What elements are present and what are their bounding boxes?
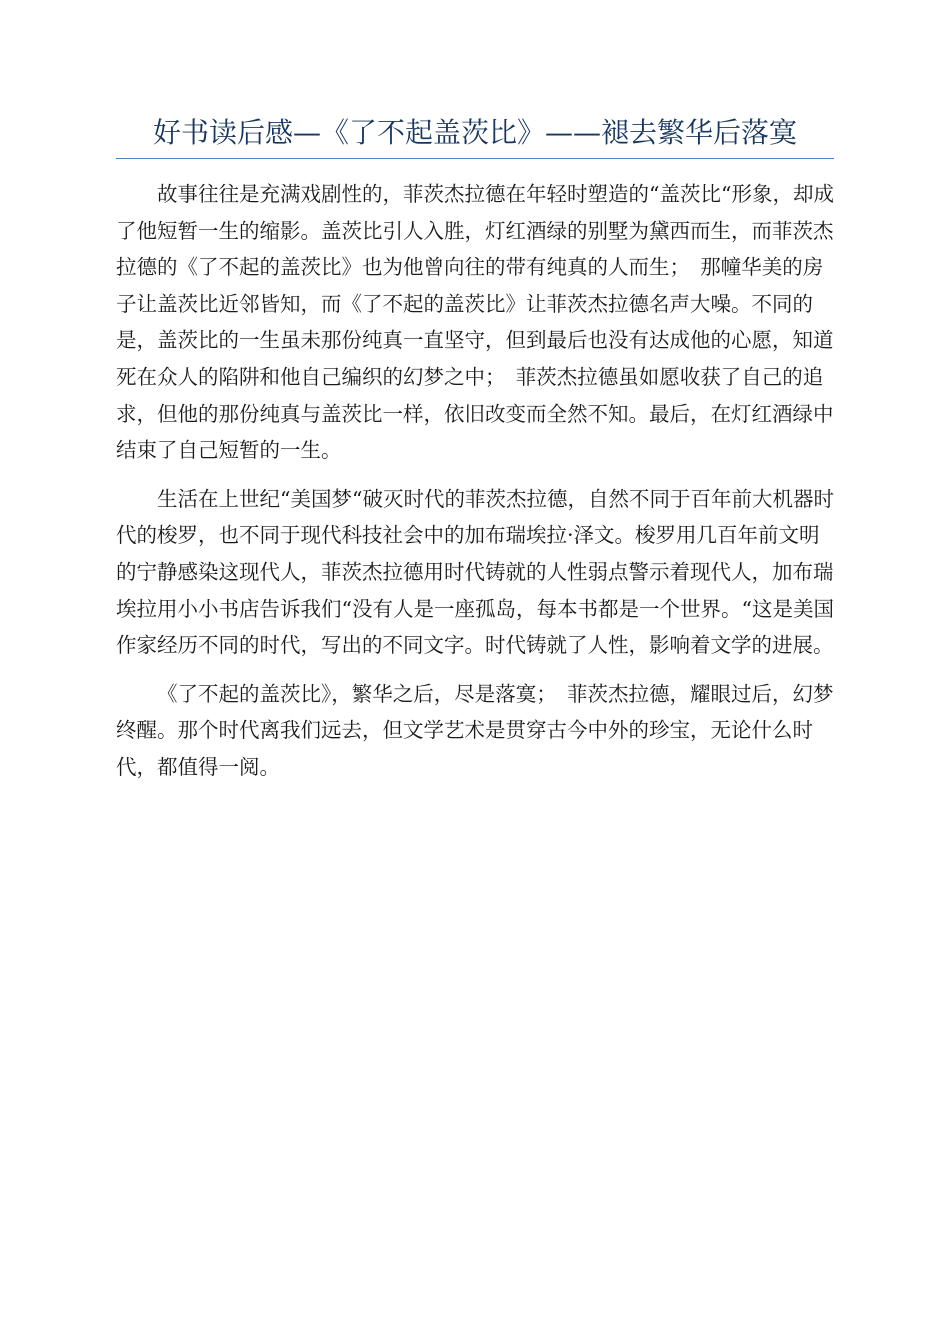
paragraph-2: 生活在上世纪“美国梦“破灭时代的菲茨杰拉德，自然不同于百年前大机器时代的梭罗，也不同于现代科技社会中的加布瑞埃拉·泽文。梭罗用几百年前文明的宁静感染这现代人，菲茨杰拉德用时代铸就的人性弱点警示着现代人，加布瑞埃拉用小小书店告诉我们“没有人是一座孤岛，每本书都是一个世界。“这是美国作家经历不同的时代，写出的不同文字。时代铸就了人性，影响着文学的进展。 bbox=[116, 486, 834, 658]
paragraph-3: 《了不起的盖茨比》，繁华之后，尽是落寞； 菲茨杰拉德，耀眼过后，幻梦终醒。那个时代离我们远去，但文学艺术是贯穿古今中外的珍宝，无论什么时代，都值得一阅。 bbox=[116, 681, 834, 779]
paragraph-1: 故事往往是充满戏剧性的，菲茨杰拉德在年轻时塑造的“盖茨比“形象，却成了他短暂一生的缩影。盖茨比引人入胜，灯红酒绿的别墅为黛西而生，而菲茨杰拉德的《了不起的盖茨比》也为他曾向往的带有纯真的人而生； 那幢华美的房子让盖茨比近邻皆知，而《了不起的盖茨比》让菲茨杰拉德名声大噪。不同的是，盖茨比的一生虽未那份纯真一直坚守，但到最后也没有达成他的心愿，知道死在众人的陷阱和他自己编织的幻梦之中； 菲茨杰拉德虽如愿收获了自己的追求，但他的那份纯真与盖茨比一样，依旧改变而全然不知。最后，在灯红酒绿中结束了自己短暂的一生。 bbox=[116, 182, 834, 463]
document-body bbox=[116, 176, 834, 798]
document-title: 好书读后感—《了不起盖茨比》——褪去繁华后落寞 bbox=[116, 114, 834, 159]
